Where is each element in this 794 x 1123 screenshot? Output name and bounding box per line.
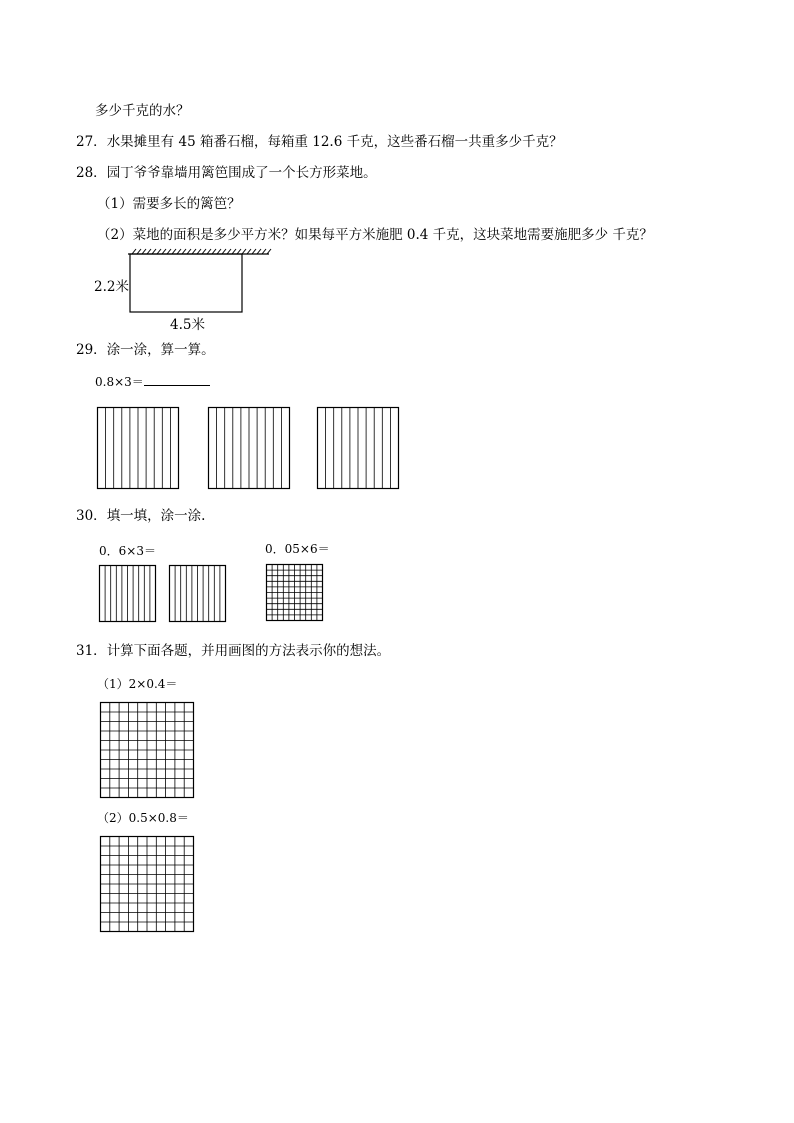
question-31	[76, 643, 390, 659]
length-label: 4.5米	[170, 317, 205, 333]
q30-expression-2: 0．05×6＝	[265, 542, 330, 556]
question-text: 计算下面各题，并用画图的方法表示你的想法。	[106, 643, 391, 659]
answer-blank[interactable]	[144, 374, 210, 386]
question-text: 园丁爷爷靠墙用篱笆围成了一个长方形菜地。	[106, 165, 377, 181]
q26-continuation: 多少千克的水？	[95, 103, 190, 119]
q28-part-1: （1）需要多长的篱笆？	[97, 196, 241, 212]
q29-expression: 0.8×3＝	[95, 374, 210, 390]
garden-rectangle-diagram	[124, 248, 274, 318]
q29-strip-grid-2	[208, 407, 290, 489]
wall-hatching	[132, 249, 271, 254]
question-number: 28．	[76, 165, 107, 181]
width-label: 2.2米	[94, 279, 129, 295]
question-text: 填一填，涂一涂.	[106, 508, 206, 524]
question-number: 27．	[76, 134, 107, 150]
q28-part-2: （2）菜地的面积是多少平方米？如果每平方米施肥 0.4 千克，这块菜地需要施肥多少 千克？	[97, 227, 653, 243]
question-text: 涂一涂，算一算。	[106, 342, 215, 358]
q30-strip-grid-1	[99, 565, 156, 622]
q31-grid-2	[100, 836, 194, 932]
question-number: 31．	[76, 643, 107, 659]
q30-hundred-grid	[266, 564, 323, 621]
question-number: 30．	[76, 508, 107, 524]
q31-part-2: （2）0.5×0.8＝	[97, 811, 189, 825]
question-28	[76, 165, 377, 181]
question-number: 29．	[76, 342, 107, 358]
garden-rectangle	[130, 254, 242, 312]
question-29	[76, 342, 215, 358]
q31-part-1: （1）2×0.4＝	[97, 677, 178, 691]
q30-strip-grid-2	[169, 565, 226, 622]
q29-strip-grid-3	[317, 407, 399, 489]
question-30	[76, 508, 205, 524]
q29-strip-grid-1	[97, 407, 179, 489]
question-text: 水果摊里有 45 箱番石榴，每箱重 12.6 千克，这些番石榴一共重多少千克？	[106, 134, 563, 150]
question-27	[76, 134, 563, 150]
q30-expression-1: 0．6×3＝	[99, 544, 156, 558]
q31-grid-1	[100, 702, 194, 798]
